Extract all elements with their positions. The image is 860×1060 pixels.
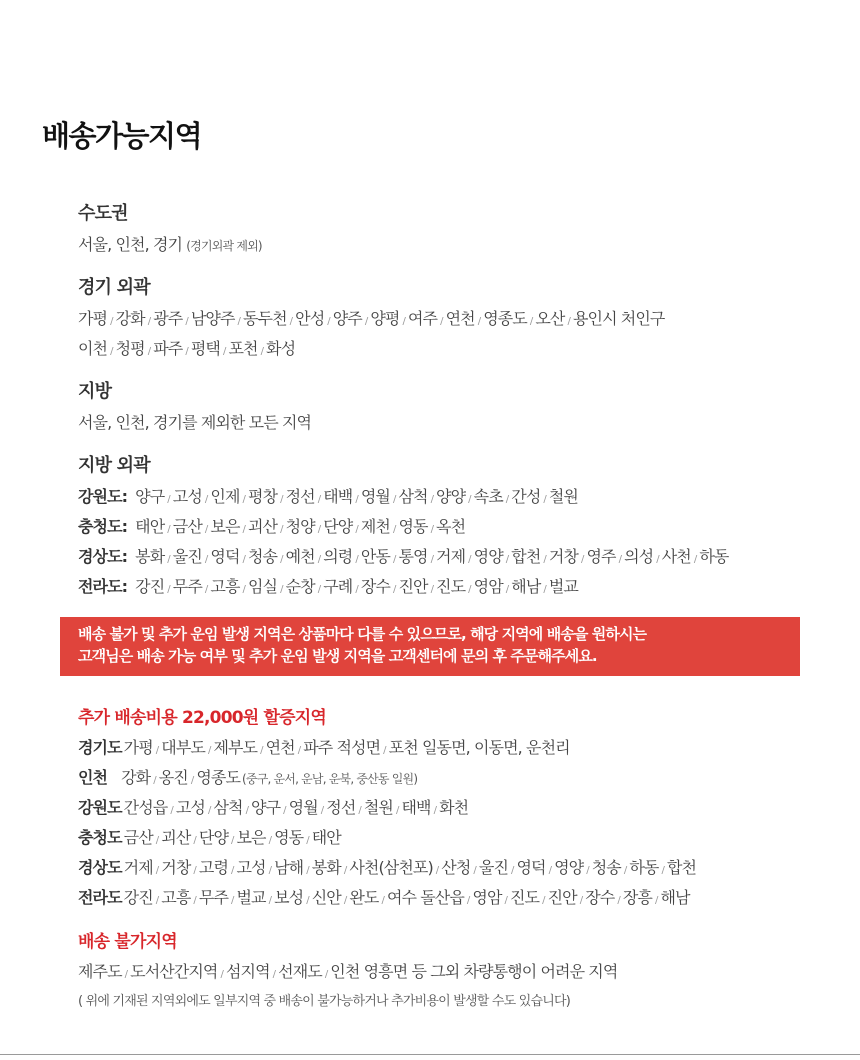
separator: /: [317, 494, 321, 505]
region-item: 양양: [436, 487, 466, 506]
region-item: 보성: [274, 888, 304, 907]
region-item: 구례: [323, 577, 353, 596]
region-item: 포천: [228, 339, 258, 358]
region-item: 고령: [198, 858, 229, 877]
region-item: 연천: [265, 738, 295, 757]
separator: /: [260, 346, 264, 357]
separator: /: [204, 554, 208, 565]
region-item: 거제: [436, 547, 466, 566]
separator: /: [468, 494, 471, 505]
separator: /: [343, 895, 347, 906]
separator: /: [473, 865, 476, 876]
separator: /: [242, 554, 245, 565]
region-item: 거창: [548, 547, 578, 566]
separator: /: [204, 494, 208, 505]
region-label: 충청도:: [78, 517, 128, 536]
separator: /: [317, 524, 321, 535]
gyeonggi-outer-heading: 경기 외곽: [78, 277, 150, 298]
region-item: 가평: [123, 738, 153, 757]
separator: /: [245, 805, 249, 816]
region-item: 임실: [248, 577, 278, 596]
region-item: 강진: [123, 888, 153, 907]
region-item: 해남: [660, 888, 690, 907]
region-item: 강진: [135, 577, 165, 596]
separator: /: [505, 554, 509, 565]
separator: /: [153, 775, 156, 786]
page-title: 배송가능지역: [42, 119, 202, 153]
region-item: 남해: [274, 858, 304, 877]
region-item: 선재도: [278, 962, 322, 981]
region-label: 경상도: [78, 858, 122, 877]
region-item: 광주: [153, 309, 183, 328]
separator: /: [477, 316, 481, 327]
region-item: 양평: [370, 309, 400, 328]
region-row: [78, 572, 818, 602]
region-item: 무주: [172, 577, 202, 596]
separator: /: [693, 554, 697, 565]
region-item: 거창: [161, 858, 191, 877]
region-item: 양구: [251, 798, 281, 817]
region-item: 제주도: [78, 962, 122, 981]
region-item: 도서산간지역: [130, 962, 218, 981]
separator: /: [383, 745, 386, 756]
notice-line-2: 고객님은 배송 가능 여부 및 추가 운임 발생 지역을 고객센터에 문의 후 주문해주세요.: [78, 647, 597, 665]
separator: /: [185, 346, 188, 357]
region-item: 울진: [172, 547, 202, 566]
region-item: 영양: [554, 858, 584, 877]
region-item: 파주 적성면: [303, 738, 381, 757]
region-item: 가평: [78, 309, 108, 328]
separator: /: [586, 865, 589, 876]
separator: /: [147, 316, 151, 327]
region-item: 평택: [190, 339, 220, 358]
region-item: 태백: [401, 798, 431, 817]
region-item: 영동: [398, 517, 428, 536]
separator: /: [468, 554, 471, 565]
region-item: 인제: [210, 487, 240, 506]
separator: /: [381, 895, 384, 906]
region-item: 영종도: [483, 309, 527, 328]
region-item: 순창: [285, 577, 315, 596]
separator: /: [147, 346, 151, 357]
region-item: 정선: [326, 798, 356, 817]
region-item: 청송: [248, 547, 278, 566]
separator: /: [511, 865, 514, 876]
region-item: 울진: [478, 858, 509, 877]
separator: /: [280, 584, 283, 595]
capital-heading: 수도권: [78, 203, 128, 224]
notice-line-1: 배송 불가 및 추가 운임 발생 지역은 상품마다 다를 수 있으므로, 해당 지역에 배송을 원하시는: [78, 625, 647, 643]
region-row: [78, 512, 818, 542]
separator: /: [193, 835, 196, 846]
separator: /: [110, 346, 113, 357]
region-row: [78, 853, 818, 883]
separator: /: [623, 865, 627, 876]
region-item: 괴산: [161, 828, 191, 847]
region-item: 여주: [407, 309, 438, 328]
region-item: 삼척: [213, 798, 243, 817]
region-item: 영덕: [516, 858, 546, 877]
region-item: 완도: [349, 888, 379, 907]
region-row: [78, 763, 818, 793]
region-item: 고흥: [161, 888, 191, 907]
region-note: (중구, 운서, 운남, 운북, 중산동 일원): [242, 772, 418, 786]
unavailable-footnote: ( 위에 기재된 지역외에도 일부지역 중 배송이 불가능하거나 추가비용이 발생할 수도 있습니다): [78, 994, 571, 1009]
region-item: 청양: [285, 517, 315, 536]
separator: /: [543, 554, 546, 565]
region-item: 연천: [445, 309, 475, 328]
region-item: 보은: [210, 517, 240, 536]
region-item: 진안: [547, 888, 577, 907]
separator: /: [237, 316, 240, 327]
region-item: 영동: [274, 828, 304, 847]
separator: /: [392, 494, 396, 505]
separator: /: [317, 584, 321, 595]
region-item: 철원: [548, 487, 578, 506]
separator: /: [204, 524, 208, 535]
region-item: 청송: [591, 858, 621, 877]
separator: /: [306, 865, 309, 876]
separator: /: [358, 805, 361, 816]
region-item: 간성읍: [123, 798, 168, 817]
region-item: 진도: [510, 888, 540, 907]
separator: /: [272, 969, 276, 980]
region-label: 강원도: [78, 798, 122, 817]
separator: /: [167, 584, 170, 595]
separator: /: [430, 554, 434, 565]
delivery-area-list: [78, 198, 818, 602]
separator: /: [324, 969, 328, 980]
region-label: 경기도: [78, 738, 122, 757]
separator: /: [661, 865, 664, 876]
capital-text: [78, 230, 818, 260]
region-item: 제천: [360, 517, 390, 536]
separator: /: [231, 895, 234, 906]
region-item: 섬지역: [225, 962, 270, 981]
regional-heading: 지방: [78, 381, 112, 402]
region-label: 전라도: [78, 888, 122, 907]
separator: /: [433, 805, 437, 816]
region-item: 보은: [236, 828, 266, 847]
region-item: 무주: [198, 888, 229, 907]
separator: /: [280, 554, 283, 565]
separator: /: [505, 584, 509, 595]
separator: /: [268, 835, 272, 846]
separator: /: [618, 554, 622, 565]
separator: /: [440, 316, 443, 327]
region-item: 평창: [248, 487, 278, 506]
region-label: 경상도:: [78, 547, 128, 566]
region-row: [78, 883, 818, 913]
separator: /: [268, 865, 272, 876]
region-item: 영암: [472, 888, 502, 907]
region-item: 용인시 처인구: [572, 309, 665, 328]
separator: /: [505, 494, 509, 505]
region-item: 영덕: [210, 547, 240, 566]
regional-text: 서울, 인천, 경기를 제외한 모든 지역: [78, 413, 312, 432]
separator: /: [155, 895, 159, 906]
separator: /: [581, 554, 584, 565]
region-item: 영월: [288, 798, 318, 817]
separator: /: [617, 895, 620, 906]
region-item: 영종도: [196, 768, 241, 787]
region-item: 진도: [436, 577, 466, 596]
separator: /: [170, 805, 173, 816]
separator: /: [392, 554, 396, 565]
region-item: 인천 영흥면 등 그외 차량통행이 어려운 지역: [330, 962, 618, 981]
separator: /: [167, 524, 170, 535]
region-item: 옹진: [158, 768, 188, 787]
region-item: 영암: [473, 577, 503, 596]
regional-outer-rows: [78, 482, 818, 602]
region-item: 하동: [629, 858, 659, 877]
separator: /: [167, 554, 170, 565]
region-item: 태안: [311, 828, 341, 847]
region-item: 해남: [511, 577, 541, 596]
region-item: 고성: [172, 487, 202, 506]
separator: /: [231, 835, 234, 846]
region-item: 화성: [266, 339, 296, 358]
separator: /: [355, 584, 358, 595]
region-item: 봉화: [135, 547, 165, 566]
separator: /: [392, 584, 396, 595]
separator: /: [654, 895, 658, 906]
region-item: 괴산: [248, 517, 278, 536]
separator: /: [466, 895, 470, 906]
region-item: 안성: [295, 309, 325, 328]
region-item: 하동: [699, 547, 729, 566]
region-item: 의성: [624, 547, 654, 566]
separator: /: [355, 494, 358, 505]
region-item: 합천: [511, 547, 541, 566]
region-row: [78, 482, 818, 512]
region-item: 화천: [439, 798, 469, 817]
separator: /: [392, 524, 396, 535]
region-item: 태백: [323, 487, 353, 506]
region-item: 여수 돌산읍: [386, 888, 464, 907]
region-item: 사천(삼천포): [349, 858, 433, 877]
region-row: [78, 733, 818, 763]
separator: /: [193, 865, 196, 876]
region-item: 속초: [473, 487, 503, 506]
separator: /: [542, 895, 545, 906]
region-item: 태안: [135, 517, 165, 536]
region-item: 단양: [323, 517, 353, 536]
separator: /: [306, 835, 309, 846]
surcharge-heading: 추가 배송비용 22,000원 할증지역: [78, 708, 326, 728]
region-item: 옥천: [436, 517, 466, 536]
separator: /: [220, 969, 223, 980]
region-item: 금산: [123, 828, 153, 847]
separator: /: [543, 584, 546, 595]
separator: /: [260, 745, 263, 756]
region-item: 단양: [198, 828, 229, 847]
region-item: 금산: [172, 517, 202, 536]
region-item: 장수: [585, 888, 615, 907]
separator: /: [289, 316, 293, 327]
separator: /: [242, 494, 245, 505]
separator: /: [155, 745, 159, 756]
separator: /: [430, 494, 434, 505]
region-row: [78, 542, 818, 572]
region-item: 강화: [121, 768, 151, 787]
separator: /: [343, 865, 347, 876]
separator: /: [167, 494, 170, 505]
separator: /: [317, 554, 321, 565]
separator: /: [155, 865, 159, 876]
region-item: 동두천: [242, 309, 287, 328]
region-item: 양구: [135, 487, 165, 506]
separator: /: [242, 584, 245, 595]
separator: /: [242, 524, 245, 535]
separator: /: [222, 346, 226, 357]
region-item: 봉화: [311, 858, 341, 877]
separator: /: [320, 805, 324, 816]
region-label: 충청도: [78, 828, 122, 847]
separator: /: [185, 316, 188, 327]
region-row: [78, 793, 818, 823]
region-item: 벌교: [236, 888, 266, 907]
separator: /: [355, 554, 358, 565]
separator: /: [193, 895, 196, 906]
region-item: 산청: [441, 858, 471, 877]
region-label: 강원도:: [78, 487, 128, 506]
region-item: 고흥: [210, 577, 240, 596]
region-item: 예천: [285, 547, 315, 566]
region-item: 영주: [586, 547, 616, 566]
separator: /: [529, 316, 533, 327]
region-item: 영양: [473, 547, 503, 566]
separator: /: [396, 805, 399, 816]
region-item: 사천: [661, 547, 691, 566]
separator: /: [268, 895, 272, 906]
separator: /: [579, 895, 583, 906]
separator: /: [207, 745, 211, 756]
separator: /: [280, 494, 283, 505]
region-item: 신안: [311, 888, 341, 907]
region-item: 남양주: [190, 309, 235, 328]
region-item: 진안: [398, 577, 428, 596]
separator: /: [355, 524, 358, 535]
separator: /: [364, 316, 368, 327]
region-item: 파주: [153, 339, 183, 358]
region-item: 영월: [360, 487, 390, 506]
region-item: 제부도: [213, 738, 258, 757]
region-item: 장흥: [622, 888, 652, 907]
region-label: 인천: [78, 768, 108, 787]
separator: /: [402, 316, 405, 327]
region-item: 간성: [511, 487, 541, 506]
region-item: 청평: [115, 339, 145, 358]
separator: /: [548, 865, 552, 876]
region-item: 포천 일동면, 이동면, 운천리: [388, 738, 570, 757]
gyeonggi-outer-line-1: [78, 304, 818, 334]
capital-regions: 서울, 인천, 경기: [78, 235, 183, 254]
notice-banner: [60, 617, 800, 676]
separator: /: [204, 584, 208, 595]
separator: /: [430, 524, 434, 535]
separator: /: [306, 895, 309, 906]
region-item: 대부도: [161, 738, 205, 757]
region-item: 거제: [123, 858, 153, 877]
region-item: 삼척: [398, 487, 428, 506]
surcharge-rows: [78, 733, 818, 913]
separator: /: [297, 745, 301, 756]
separator: /: [283, 805, 286, 816]
separator: /: [430, 584, 434, 595]
region-item: 정선: [285, 487, 315, 506]
region-item: 합천: [666, 858, 697, 877]
unavailable-list: [78, 957, 818, 987]
region-item: 철원: [363, 798, 393, 817]
separator: /: [124, 969, 128, 980]
separator: /: [231, 865, 234, 876]
region-item: 벌교: [548, 577, 578, 596]
region-item: 오산: [535, 309, 565, 328]
separator: /: [567, 316, 570, 327]
region-item: 통영: [398, 547, 428, 566]
separator: /: [110, 316, 113, 327]
region-item: 고성: [236, 858, 266, 877]
separator: /: [504, 895, 507, 906]
bottom-divider: [0, 1054, 860, 1055]
separator: /: [468, 584, 471, 595]
separator: /: [155, 835, 159, 846]
surcharge-and-unavailable: [78, 703, 818, 1017]
separator: /: [207, 805, 211, 816]
capital-note: (경기외곽 제외): [186, 239, 262, 253]
separator: /: [190, 775, 194, 786]
gyeonggi-outer-line-2: [78, 334, 818, 364]
separator: /: [543, 494, 546, 505]
regional-outer-heading: 지방 외곽: [78, 455, 150, 476]
region-item: 고성: [175, 798, 205, 817]
region-row: [78, 823, 818, 853]
region-item: 이천: [78, 339, 108, 358]
region-item: 장수: [360, 577, 390, 596]
separator: /: [435, 865, 439, 876]
region-item: 양주: [332, 309, 362, 328]
region-item: 강화: [115, 309, 145, 328]
separator: /: [280, 524, 283, 535]
region-item: 안동: [360, 547, 390, 566]
separator: /: [327, 316, 330, 327]
unavailable-heading: 배송 불가지역: [78, 932, 177, 952]
region-label: 전라도:: [78, 577, 128, 596]
separator: /: [656, 554, 659, 565]
region-item: 의령: [323, 547, 353, 566]
